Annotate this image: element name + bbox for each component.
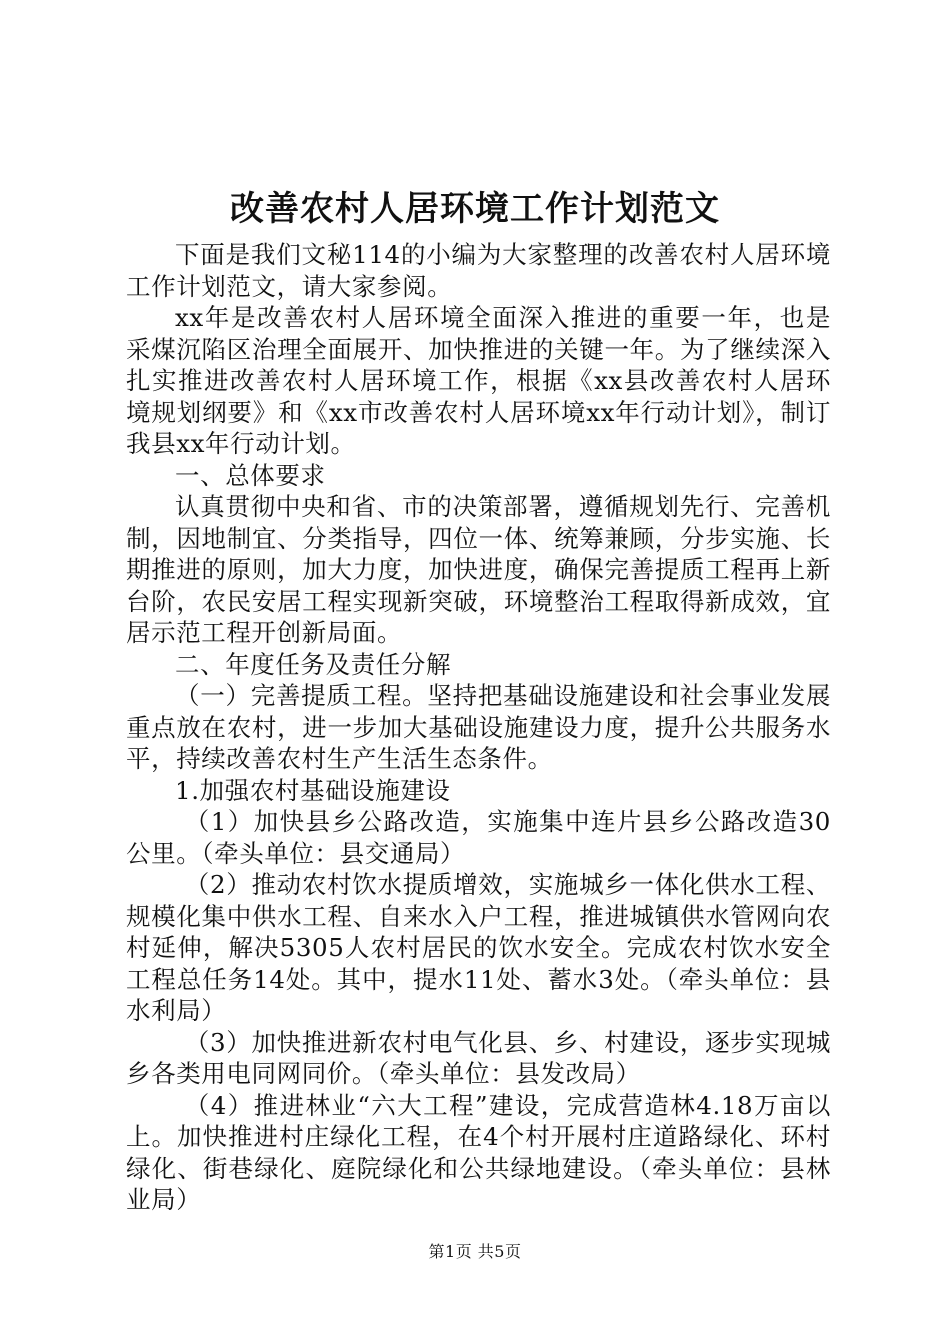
item-forestry: （4）推进林业“六大工程”建设，完成营造林4.18万亩以上。加快推进村庄绿化工程，在4个村开展村庄道路绿化、环村绿化、街巷绿化、庭院绿化和公共绿地建设。（牵头单位：县林业局） xyxy=(126,1090,831,1214)
item-road-renovation: （1）加快县乡公路改造，实施集中连片县乡公路改造30公里。（牵头单位：县交通局） xyxy=(126,807,831,868)
paragraph-improvement-project: （一）完善提质工程。坚持把基础设施建设和社会事业发展重点放在农村，进一步加大基础设施建设力度，提升公共服务水平，持续改善农村生产生活生态条件。 xyxy=(126,681,831,773)
paragraph-background: xx年是改善农村人居环境全面深入推进的重要一年，也是采煤沉陷区治理全面展开、加快推进的关键一年。为了继续深入扎实推进改善农村人居环境工作，根据《xx县改善农村人居环境规划纲要》和《xx市改善农村人居环境xx年行动计划》，制订我县xx年行动计划。 xyxy=(126,303,831,458)
document-title: 改善农村人居环境工作计划范文 xyxy=(230,189,720,229)
paragraph-general-requirements: 认真贯彻中央和省、市的决策部署，遵循规划先行、完善机制，因地制宜、分类指导，四位一体、统筹兼顾，分步实施、长期推进的原则，加大力度，加快进度，确保完善提质工程再上新台阶，农民安居工程实现新突破，环境整治工程取得新成效，宜居示范工程开创新局面。 xyxy=(126,492,831,647)
item-drinking-water: （2）推动农村饮水提质增效，实施城乡一体化供水工程、规模化集中供水工程、自来水入户工程，推进城镇供水管网向农村延伸，解决5305人农村居民的饮水安全。完成农村饮水安全工程总任务14处。其中，提水11处、蓄水3处。（牵头单位：县水利局） xyxy=(126,870,831,1025)
subheading-infrastructure: 1.加强农村基础设施建设 xyxy=(175,775,451,805)
section-heading-annual-tasks: 二、年度任务及责任分解 xyxy=(175,649,452,679)
section-heading-general-requirements: 一、总体要求 xyxy=(175,460,326,490)
page-footer: 第1页 共5页 xyxy=(428,1242,522,1261)
document-body xyxy=(126,239,831,1216)
item-electrification: （3）加快推进新农村电气化县、乡、村建设，逐步实现城乡各类用电同网同价。（牵头单位：县发改局） xyxy=(126,1027,831,1088)
paragraph-intro: 下面是我们文秘114的小编为大家整理的改善农村人居环境工作计划范文，请大家参阅。 xyxy=(126,240,831,301)
